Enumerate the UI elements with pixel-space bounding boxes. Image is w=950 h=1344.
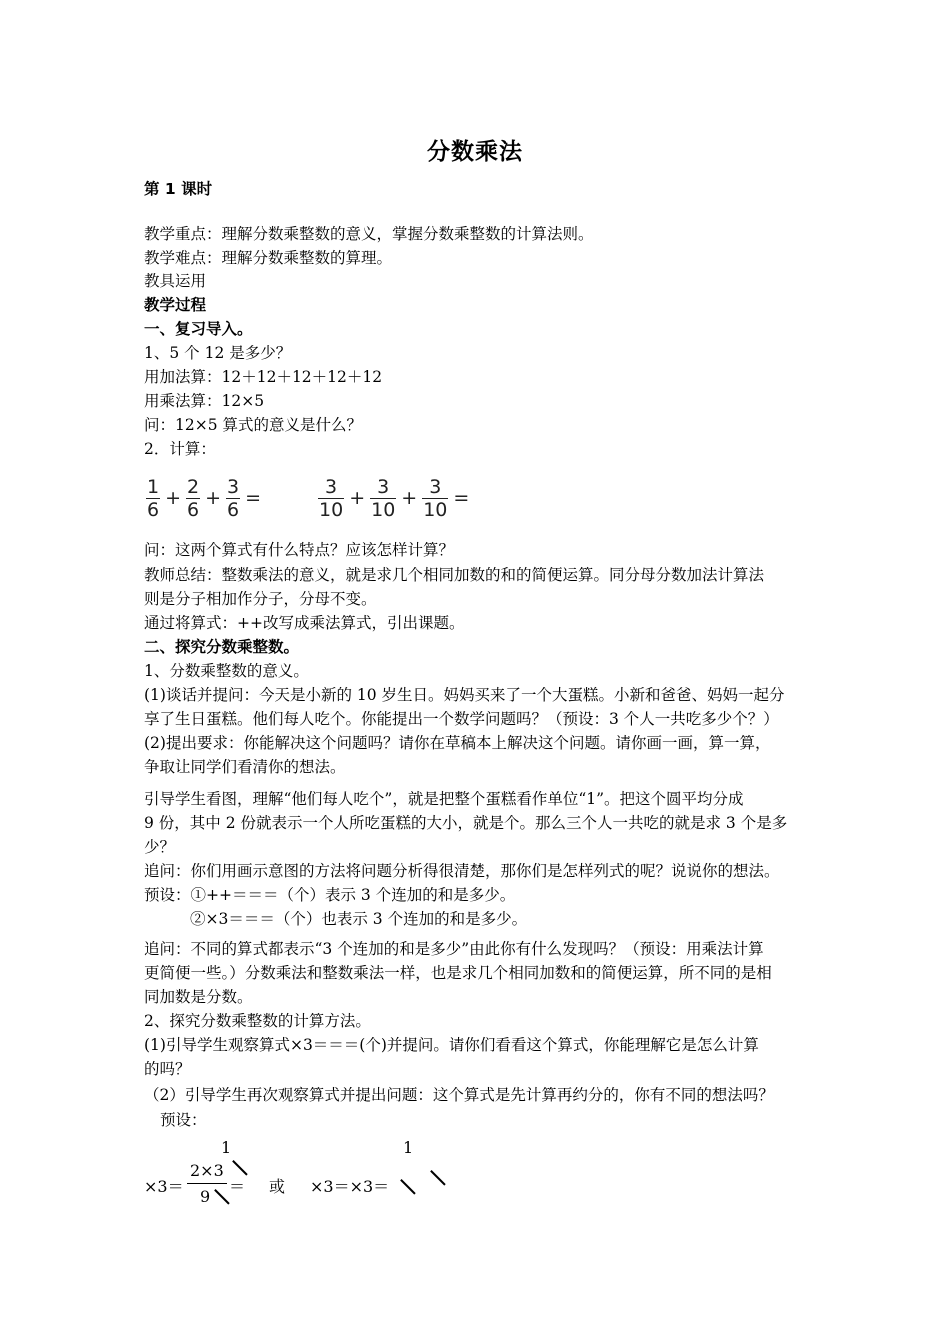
formula-left-start: ×3＝ — [144, 1177, 184, 1196]
formula-right: ×3＝×3＝ — [310, 1177, 390, 1196]
fraction: $\frac{2}{6}$ — [187, 475, 200, 521]
cancel-stroke — [214, 1189, 229, 1204]
fraction: $\frac{3}{10}$ — [423, 475, 448, 521]
teaching-focus: 教学重点：理解分数乘整数的意义，掌握分数乘整数的计算法则。 — [144, 225, 594, 243]
feature-question: 问：这两个算式有什么特点？应该怎样计算？ — [144, 541, 455, 559]
addition-line: 用加法算：12＋12＋12＋12＋12 — [144, 368, 383, 386]
calculate-label: 2．计算： — [144, 440, 216, 458]
rewrite-line: 通过将算式：++改写成乘法算式，引出课题。 — [144, 614, 465, 632]
guide-line-2: 9 份，其中 2 份就表示一个人所吃蛋糕的大小，就是个。那么三个人一共吃的就是求 3 个是多 — [144, 814, 788, 832]
cancel-stroke — [400, 1179, 415, 1194]
fraction: $\frac{3}{10}$ — [371, 475, 396, 521]
question-1: 1、5 个 12 是多少？ — [144, 344, 292, 362]
lesson-label: 第 1 课时 — [144, 180, 213, 198]
fraction: $\frac{3}{6}$ — [227, 475, 240, 521]
page-title: 分数乘法 — [427, 139, 523, 165]
cancel-mark-one: 1 — [403, 1138, 414, 1157]
fraction-sum-tenths: 3 10 + $\frac{3}{10}$ + $\frac{3}{10}$ = — [319, 475, 470, 521]
preset-3: 预设： — [160, 1111, 207, 1129]
cancel-stroke — [430, 1170, 445, 1185]
formula-denominator: 9 — [200, 1187, 211, 1206]
part-2-heading: 2、探究分数乘整数的计算方法。 — [144, 1012, 371, 1030]
meaning-question: 问：12×5 算式的意义是什么？ — [144, 416, 362, 434]
process-heading: 教学过程 — [144, 296, 207, 314]
section-1-heading: 一、复习导入。 — [144, 320, 253, 338]
teacher-summary-2: 则是分子相加作分子，分母不变。 — [144, 590, 377, 608]
part-2b-line: （2）引导学生再次观察算式并提出问题：这个算式是先计算再约分的，你有不同的想法吗？ — [144, 1086, 774, 1104]
multiplication-line: 用乘法算：12×5 — [144, 392, 265, 410]
teaching-difficulty: 教学难点：理解分数乘整数的算理。 — [144, 249, 393, 267]
follow-up-question: 追问：你们用画示意图的方法将问题分析得很清楚，那你们是怎样列式的呢？说说你的想法。 — [144, 862, 780, 880]
part-1-heading: 1、分数乘整数的意义。 — [144, 662, 309, 680]
formula-equals: ＝ — [229, 1177, 246, 1196]
part-1a-line-1: (1)谈话并提问：今天是小新的 10 岁生日。妈妈买来了一个大蛋糕。小新和爸爸、妈妈一起分 — [144, 686, 785, 704]
fraction: 1 6 — [147, 475, 160, 521]
part-1b-line-2: 争取让同学们看清你的想法。 — [144, 758, 346, 776]
follow-up-2-line-2: 更简便一些。）分数乘法和整数乘法一样，也是求几个相同加数和的简便运算，所不同的是相 — [144, 964, 772, 982]
preset-1: 预设：①++＝＝＝（个）表示 3 个连加的和是多少。 — [144, 886, 516, 904]
teacher-summary-1: 教师总结：整数乘法的意义，就是求几个相同加数的和的简便运算。同分母分数加法计算法 — [144, 566, 765, 584]
guide-line-1: 引导学生看图，理解“他们每人吃个”，就是把整个蛋糕看作单位“1”。把这个圆平均分成 — [144, 790, 744, 808]
section-2-heading: 二、探究分数乘整数。 — [144, 638, 300, 656]
part-1b-line-1: (2)提出要求：你能解决这个问题吗？请你在草稿本上解决这个问题。请你画一画，算一算， — [144, 734, 771, 752]
fraction-sum-sixths: 1 6 + $\frac{2}{6}$ + $\frac{3}{6}$ = — [147, 475, 262, 521]
part-2a-line-1: (1)引导学生观察算式×3＝＝＝(个)并提问。请你们看看这个算式，你能理解它是怎么计算 — [144, 1036, 759, 1054]
cancel-mark-one: 1 — [221, 1138, 232, 1157]
follow-up-2-line-1: 追问：不同的算式都表示“3 个连加的和是多少”由此你有什么发现吗？（预设：用乘法计算 — [144, 940, 764, 958]
formula-numerator: 2×3 — [190, 1161, 224, 1180]
part-2a-line-2: 的吗？ — [144, 1060, 191, 1078]
fraction-bar — [187, 1183, 227, 1184]
part-1a-line-2: 享了生日蛋糕。他们每人吃个。你能提出一个数学问题吗？（预设：3 个人一共吃多少个？） — [144, 710, 779, 728]
fraction: 3 10 — [319, 475, 344, 521]
teaching-tools: 教具运用 — [144, 272, 207, 290]
preset-2: ②×3＝＝＝（个）也表示 3 个连加的和是多少。 — [190, 910, 528, 928]
or-label: 或 — [269, 1177, 286, 1196]
follow-up-2-line-3: 同加数是分数。 — [144, 988, 253, 1006]
guide-line-3: 少？ — [144, 838, 176, 856]
